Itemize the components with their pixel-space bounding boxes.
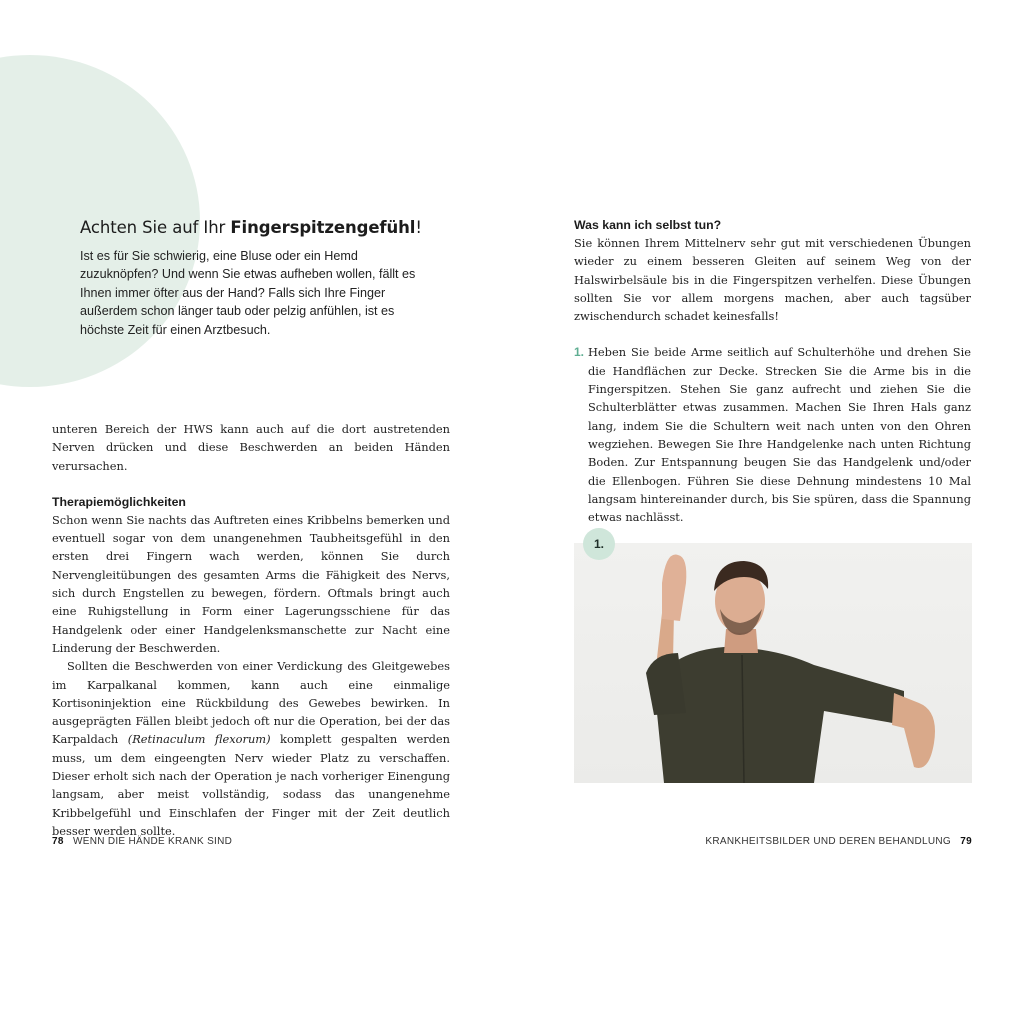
info-callout <box>80 218 420 339</box>
therapy-heading: Therapiemöglichkeiten <box>52 494 186 509</box>
footer-right <box>705 836 972 847</box>
page-number-right: 79 <box>960 836 972 847</box>
callout-body: Ist es für Sie schwierig, eine Bluse oder ein Hemd zuzuknöpfen? Und wenn Sie etwas aufheben wollen, fällt es Ihnen immer öfter aus der Hand? Falls sich Ihre Finger außerdem schon länger taub oder pelzig anfühlen, ist es höchste Zeit für einen Arztbesuch. <box>80 249 416 337</box>
photo-badge: 1. <box>583 528 615 560</box>
footer-left <box>52 836 232 847</box>
self-help-intro: Sie können Ihrem Mittelnerv sehr gut mit verschiedenen Übungen wieder zu einem besseren Gleiten auf seinem Weg von der Halswirbelsäule bis in die Fingerspitzen verhelfen. Diese Übungen sollten Sie vor allem morgens machen, aber auch tagsüber zwischendurch schadet keinesfalls! <box>574 236 971 324</box>
page-number-left: 78 <box>52 836 64 847</box>
left-page-column <box>52 420 450 840</box>
running-title-right: KRANKHEITSBILDER UND DEREN BEHANDLUNG <box>705 836 952 847</box>
exercise-step-1 <box>574 343 971 526</box>
right-page-column <box>574 216 971 526</box>
callout-title: Achten Sie auf Ihr Fingerspitzengefühl! <box>80 218 422 237</box>
step-number: 1. <box>574 345 585 360</box>
left-intro-paragraph: unteren Bereich der HWS kann auch auf die dort austretenden Nerven drücken und diese Beschwerden an beiden Händen verursachen. <box>52 422 450 473</box>
exercise-photo <box>574 543 972 783</box>
therapy-paragraph-1: Schon wenn Sie nachts das Auftreten eines Kribbelns bemerken und eventuell sogar von dem unangenehmen Taubheitsgefühl in den ersten drei Fingern wach werden, können Sie durch Nervengleitübungen des gesamten Arms die Fähigkeit des Nervs, sich durch Engstellen zu bewegen, fördern. Oftmals bringt auch eine Ruhigstellung in Form einer Lagerungsschiene für das Handgelenk oder einer Handgelenksmanschette zur Nacht eine Linderung der Beschwerden. <box>52 512 450 655</box>
therapy-paragraph-2: Sollten die Beschwerden von einer Verdickung des Gleitgewebes im Karpalkanal kommen, kann auch eine einmalige Kortisoninjektion eine Rückbildung des Gewebes bewirken. In ausgeprägten Fällen bleibt jedoch oft nur die Operation, bei der das Karpaldach (Retinaculum flexorum) komplett gespalten werden muss, um dem eingeengten Nerv wieder Platz zu verschaffen. Dieser erholt sich nach der Operation je nach vorheriger Einengung langsam, aber meist vollständig, sodass das unangenehme Kribbelgefühl und Einschlafen der Finger mit der Zeit deutlich besser werden sollte. <box>52 659 451 838</box>
step-text: Heben Sie beide Arme seitlich auf Schulterhöhe und drehen Sie die Handflächen zur Decke. Strecken Sie die Arme bis in die Fingerspitzen. Stehen Sie ganz aufrecht und ziehen Sie die Schulterblätter etwas zusammen. Machen Sie Ihren Hals ganz lang, indem Sie die Schultern weit nach unten von den Ohren wegziehen. Bewegen Sie Ihre Handgelenke nach unten Richtung Boden. Zur Entspannung beugen Sie das Handgelenk und/oder die Ellenbogen. Führen Sie diese Dehnung mindestens 10 Mal langsam hintereinander durch, bis Sie spüren, dass die Spannung etwas nachlässt. <box>588 345 971 525</box>
running-title-left: WENN DIE HÄNDE KRANK SIND <box>72 836 233 847</box>
self-help-heading: Was kann ich selbst tun? <box>574 218 722 232</box>
man-stretching-illustration <box>574 543 972 783</box>
